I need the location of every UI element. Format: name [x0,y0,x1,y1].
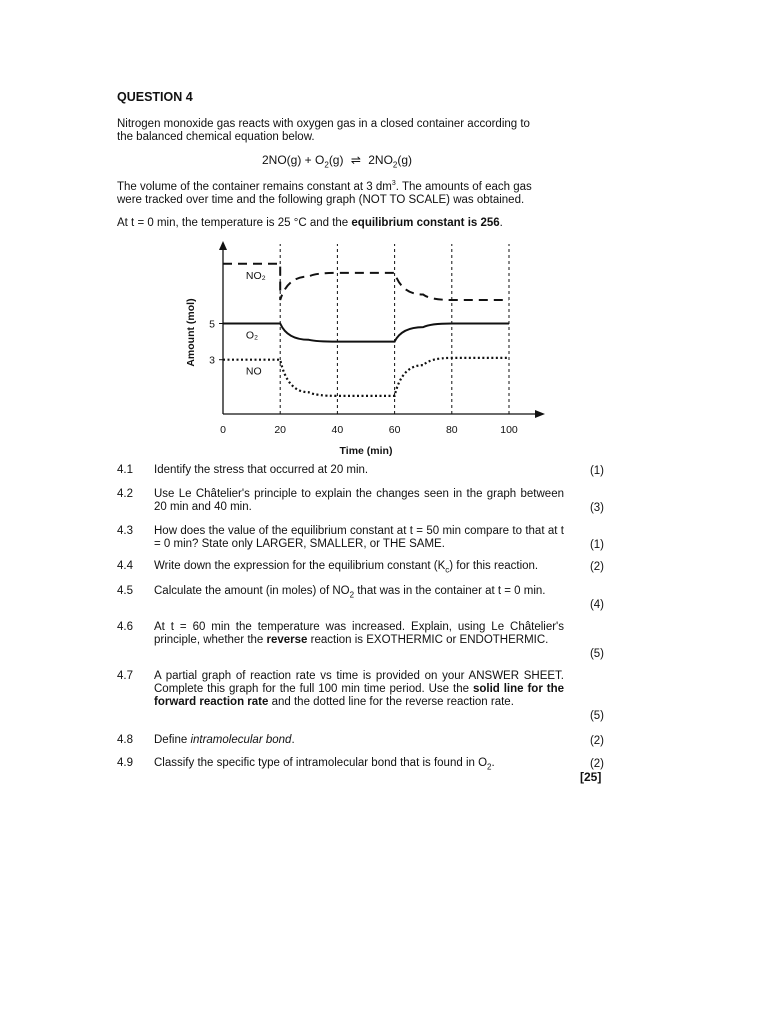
question-marks: (1) [589,465,604,477]
question-text: Calculate the amount (in moles) of $NO_2$ that was in the container at t = 0 min. [154,585,546,600]
eq-right-sub: 2 [392,160,398,170]
condition-bold: equilibrium constant is 256 [351,217,500,229]
question-item-4-6 [117,621,607,661]
series-line-0 [223,264,509,300]
x-tick-label-100: 100 [500,424,518,436]
question-text: Classify the specific type of intramolecular bond that is found in $O_2$. [154,757,495,772]
question-number: 4.8 [117,734,133,746]
condition-end: . [499,217,503,229]
intro-paragraph [117,118,567,144]
x-tick-label-0: 0 [220,424,226,436]
question-item-4-5 [117,585,607,612]
series-label-1: O₂ [245,329,259,342]
question-marks: (2) [589,561,604,573]
question-item-4-3 [117,525,607,552]
series-label-2: NO [245,365,262,378]
eq-left-part: 2NO(g) + O [262,153,325,167]
series-line-1 [223,324,509,342]
eq-right-part: 2NO [368,153,393,167]
eq-left-end: (g) [328,153,344,167]
question-marks: (2) [589,735,604,747]
question-marks: (2) [589,758,604,770]
x-axis-label: Time (min) [339,445,393,457]
x-tick-label-40: 40 [331,424,344,436]
condition-line [117,217,567,230]
y-tick-label-3: 3 [209,354,215,367]
question-number: 4.9 [117,757,133,769]
question-number: 4.7 [117,670,133,682]
chemical-equation [262,153,412,169]
eq-left-sub: 2 [324,160,329,170]
question-number: 4.6 [117,621,133,633]
question-number: 4.4 [117,560,133,572]
question-item-4-8 [117,734,607,748]
series-label-0: NO₂ [245,269,266,282]
total-marks: [25] [580,770,602,784]
question-text: Write down the expression for the equilibrium constant $(K_c)$ for this reaction. [154,560,539,575]
question-item-4-7 [117,670,607,723]
volume-sup: 3 [391,180,396,187]
question-number: 4.2 [117,488,133,500]
volume-text-a: The volume of the container remains constant at 3 dm [117,180,392,193]
y-tick-label-5: 5 [209,318,215,331]
question-number: 4.3 [117,525,133,537]
question-marks: (1) [589,539,604,551]
x-axis-arrowhead [535,410,545,418]
question-heading: QUESTION 4 [117,90,193,104]
question-item-4-4 [117,560,607,574]
question-marks: (5) [589,710,604,722]
y-axis-arrowhead [219,241,227,250]
y-axis-label: Amount (mol) [185,298,197,367]
amount-vs-time-chart [180,240,560,460]
question-text: Define intramolecular bond. [154,734,295,746]
question-number: 4.5 [117,585,133,597]
eq-right-end: (g) [397,153,413,167]
question-number: 4.1 [117,464,133,476]
question-item-4-9 [117,757,607,771]
question-text: A partial graph of reaction rate vs time is provided on your ANSWER SHEET. Complete this graph for the full 100 min time period. Use the solid line for the forward reaction rate and the dotted line for the reverse reaction rate. [154,670,564,708]
x-tick-label-60: 60 [388,424,401,436]
question-marks: (4) [589,599,604,611]
volume-line-1 [117,177,567,194]
intro-line-1: Nitrogen monoxide gas reacts with oxygen gas in a closed container according to [117,118,530,130]
x-tick-label-80: 80 [445,424,458,436]
series-line-2 [223,358,509,396]
condition-text: At t = 0 min, the temperature is 25 °C and the [117,217,352,229]
question-text: At t = 60 min the temperature was increased. Explain, using Le Châtelier's principle, whether the reverse reaction is EXOTHERMIC or ENDOTHERMIC. [154,621,564,646]
x-tick-label-20: 20 [274,424,287,436]
volume-paragraph [117,177,567,207]
question-item-4-2 [117,488,607,515]
equilibrium-arrow: ⇌ [350,153,361,167]
question-item-4-1 [117,464,607,478]
question-text: Use Le Châtelier's principle to explain the changes seen in the graph between 20 min and 40 min. [154,488,564,513]
question-text: How does the value of the equilibrium constant at t = 50 min compare to that at t = 0 min? State only LARGER, SMALLER, or THE SAME. [154,525,564,550]
question-text: Identify the stress that occurred at 20 min. [154,464,369,476]
intro-line-2: the balanced chemical equation below. [117,131,315,143]
volume-line-2: were tracked over time and the following graph (NOT TO SCALE) was obtained. [117,193,525,206]
question-marks: (3) [589,502,604,514]
volume-text-b: . The amounts of each gas [395,180,532,193]
question-marks: (5) [589,648,604,660]
